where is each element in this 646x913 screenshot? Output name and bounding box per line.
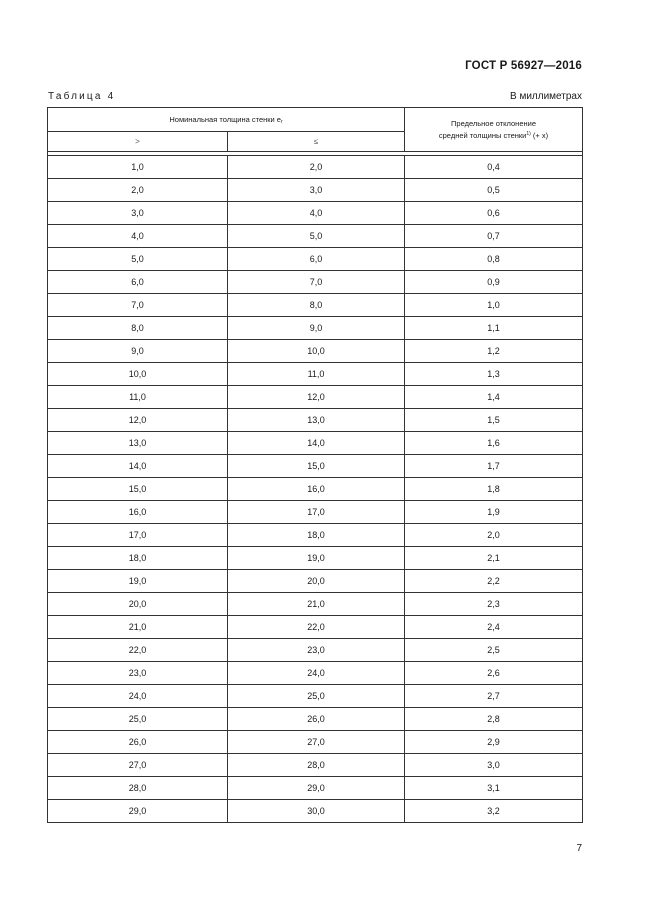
cell-thickness-to: 26,0 bbox=[228, 708, 405, 731]
cell-thickness-from: 26,0 bbox=[48, 731, 228, 754]
header-nominal-subscript: r bbox=[280, 118, 283, 125]
cell-thickness-to: 11,0 bbox=[228, 363, 405, 386]
cell-thickness-to: 28,0 bbox=[228, 754, 405, 777]
table-row bbox=[48, 639, 583, 662]
cell-thickness-from: 20,0 bbox=[48, 593, 228, 616]
cell-thickness-to: 3,0 bbox=[228, 179, 405, 202]
cell-thickness-to: 13,0 bbox=[228, 409, 405, 432]
table-row bbox=[48, 731, 583, 754]
cell-deviation: 3,2 bbox=[405, 800, 583, 823]
cell-thickness-to: 21,0 bbox=[228, 593, 405, 616]
cell-thickness-from: 22,0 bbox=[48, 639, 228, 662]
table-row bbox=[48, 777, 583, 800]
table-row bbox=[48, 386, 583, 409]
cell-deviation: 1,0 bbox=[405, 294, 583, 317]
header-deviation-line1: Предельное отклонение bbox=[451, 119, 536, 128]
table-row bbox=[48, 593, 583, 616]
cell-deviation: 3,1 bbox=[405, 777, 583, 800]
cell-thickness-to: 24,0 bbox=[228, 662, 405, 685]
cell-thickness-from: 17,0 bbox=[48, 524, 228, 547]
cell-deviation: 0,4 bbox=[405, 156, 583, 179]
table-row bbox=[48, 800, 583, 823]
table-row bbox=[48, 156, 583, 179]
header-greater-than: > bbox=[48, 132, 228, 152]
cell-deviation: 0,8 bbox=[405, 248, 583, 271]
header-deviation-line2: средней толщины стенки bbox=[438, 131, 527, 140]
table-row bbox=[48, 432, 583, 455]
table-row bbox=[48, 708, 583, 731]
cell-deviation: 2,9 bbox=[405, 731, 583, 754]
cell-thickness-from: 23,0 bbox=[48, 662, 228, 685]
table-body bbox=[48, 156, 583, 823]
cell-thickness-to: 7,0 bbox=[228, 271, 405, 294]
cell-thickness-to: 5,0 bbox=[228, 225, 405, 248]
cell-thickness-from: 3,0 bbox=[48, 202, 228, 225]
cell-deviation: 0,5 bbox=[405, 179, 583, 202]
cell-thickness-to: 10,0 bbox=[228, 340, 405, 363]
cell-deviation: 1,4 bbox=[405, 386, 583, 409]
cell-thickness-to: 20,0 bbox=[228, 570, 405, 593]
table-row bbox=[48, 455, 583, 478]
cell-thickness-to: 19,0 bbox=[228, 547, 405, 570]
table-row bbox=[48, 685, 583, 708]
cell-deviation: 1,6 bbox=[405, 432, 583, 455]
cell-thickness-from: 1,0 bbox=[48, 156, 228, 179]
cell-deviation: 1,5 bbox=[405, 409, 583, 432]
cell-deviation: 1,2 bbox=[405, 340, 583, 363]
table-row bbox=[48, 501, 583, 524]
cell-thickness-from: 28,0 bbox=[48, 777, 228, 800]
cell-deviation: 2,8 bbox=[405, 708, 583, 731]
cell-thickness-to: 23,0 bbox=[228, 639, 405, 662]
cell-deviation: 2,3 bbox=[405, 593, 583, 616]
table-row bbox=[48, 363, 583, 386]
cell-deviation: 1,8 bbox=[405, 478, 583, 501]
table-row bbox=[48, 294, 583, 317]
cell-thickness-to: 12,0 bbox=[228, 386, 405, 409]
cell-thickness-to: 30,0 bbox=[228, 800, 405, 823]
cell-deviation: 2,5 bbox=[405, 639, 583, 662]
cell-thickness-from: 6,0 bbox=[48, 271, 228, 294]
header-nominal-label: Номинальная толщина стенки e bbox=[169, 114, 281, 124]
cell-deviation: 2,1 bbox=[405, 547, 583, 570]
cell-thickness-from: 21,0 bbox=[48, 616, 228, 639]
document-code: ГОСТ Р 56927—2016 bbox=[465, 60, 582, 72]
cell-deviation: 2,7 bbox=[405, 685, 583, 708]
cell-deviation: 2,4 bbox=[405, 616, 583, 639]
cell-thickness-to: 18,0 bbox=[228, 524, 405, 547]
cell-thickness-to: 17,0 bbox=[228, 501, 405, 524]
cell-thickness-to: 29,0 bbox=[228, 777, 405, 800]
cell-thickness-from: 24,0 bbox=[48, 685, 228, 708]
units-label: В миллиметрах bbox=[510, 91, 582, 102]
cell-deviation: 1,9 bbox=[405, 501, 583, 524]
table-row bbox=[48, 547, 583, 570]
cell-thickness-to: 6,0 bbox=[228, 248, 405, 271]
cell-thickness-to: 27,0 bbox=[228, 731, 405, 754]
cell-thickness-to: 4,0 bbox=[228, 202, 405, 225]
cell-thickness-to: 15,0 bbox=[228, 455, 405, 478]
cell-thickness-from: 19,0 bbox=[48, 570, 228, 593]
table-row bbox=[48, 478, 583, 501]
cell-thickness-to: 9,0 bbox=[228, 317, 405, 340]
tolerance-table bbox=[47, 107, 583, 823]
cell-thickness-from: 7,0 bbox=[48, 294, 228, 317]
cell-deviation: 1,1 bbox=[405, 317, 583, 340]
cell-thickness-from: 14,0 bbox=[48, 455, 228, 478]
cell-thickness-to: 8,0 bbox=[228, 294, 405, 317]
cell-deviation: 2,2 bbox=[405, 570, 583, 593]
table-caption: Таблица 4 bbox=[48, 91, 116, 102]
cell-thickness-from: 13,0 bbox=[48, 432, 228, 455]
cell-thickness-to: 22,0 bbox=[228, 616, 405, 639]
cell-thickness-from: 2,0 bbox=[48, 179, 228, 202]
header-deviation-suffix: (+ x) bbox=[530, 131, 549, 140]
table-row bbox=[48, 409, 583, 432]
cell-deviation: 0,6 bbox=[405, 202, 583, 225]
cell-thickness-from: 27,0 bbox=[48, 754, 228, 777]
header-less-or-equal: ≤ bbox=[228, 132, 405, 152]
cell-deviation: 1,7 bbox=[405, 455, 583, 478]
table-row bbox=[48, 754, 583, 777]
table-row bbox=[48, 179, 583, 202]
cell-thickness-from: 12,0 bbox=[48, 409, 228, 432]
cell-thickness-to: 14,0 bbox=[228, 432, 405, 455]
table-row bbox=[48, 248, 583, 271]
header-nominal-thickness bbox=[48, 108, 405, 132]
header-deviation bbox=[405, 108, 583, 152]
table-row bbox=[48, 570, 583, 593]
cell-thickness-to: 16,0 bbox=[228, 478, 405, 501]
cell-thickness-from: 5,0 bbox=[48, 248, 228, 271]
cell-thickness-from: 11,0 bbox=[48, 386, 228, 409]
page-number: 7 bbox=[576, 843, 582, 854]
cell-thickness-from: 10,0 bbox=[48, 363, 228, 386]
footnote-ref: 1) bbox=[526, 131, 531, 137]
cell-deviation: 2,0 bbox=[405, 524, 583, 547]
table-row bbox=[48, 225, 583, 248]
cell-thickness-from: 16,0 bbox=[48, 501, 228, 524]
cell-deviation: 3,0 bbox=[405, 754, 583, 777]
table-row bbox=[48, 616, 583, 639]
cell-thickness-from: 9,0 bbox=[48, 340, 228, 363]
cell-deviation: 0,9 bbox=[405, 271, 583, 294]
cell-thickness-to: 25,0 bbox=[228, 685, 405, 708]
table-row bbox=[48, 524, 583, 547]
cell-deviation: 0,7 bbox=[405, 225, 583, 248]
cell-thickness-from: 8,0 bbox=[48, 317, 228, 340]
table-row bbox=[48, 202, 583, 225]
cell-thickness-from: 29,0 bbox=[48, 800, 228, 823]
table-row bbox=[48, 662, 583, 685]
cell-thickness-from: 4,0 bbox=[48, 225, 228, 248]
table-row bbox=[48, 317, 583, 340]
cell-thickness-to: 2,0 bbox=[228, 156, 405, 179]
table-row bbox=[48, 271, 583, 294]
cell-thickness-from: 18,0 bbox=[48, 547, 228, 570]
cell-thickness-from: 15,0 bbox=[48, 478, 228, 501]
table-row bbox=[48, 340, 583, 363]
cell-deviation: 2,6 bbox=[405, 662, 583, 685]
cell-deviation: 1,3 bbox=[405, 363, 583, 386]
cell-thickness-from: 25,0 bbox=[48, 708, 228, 731]
